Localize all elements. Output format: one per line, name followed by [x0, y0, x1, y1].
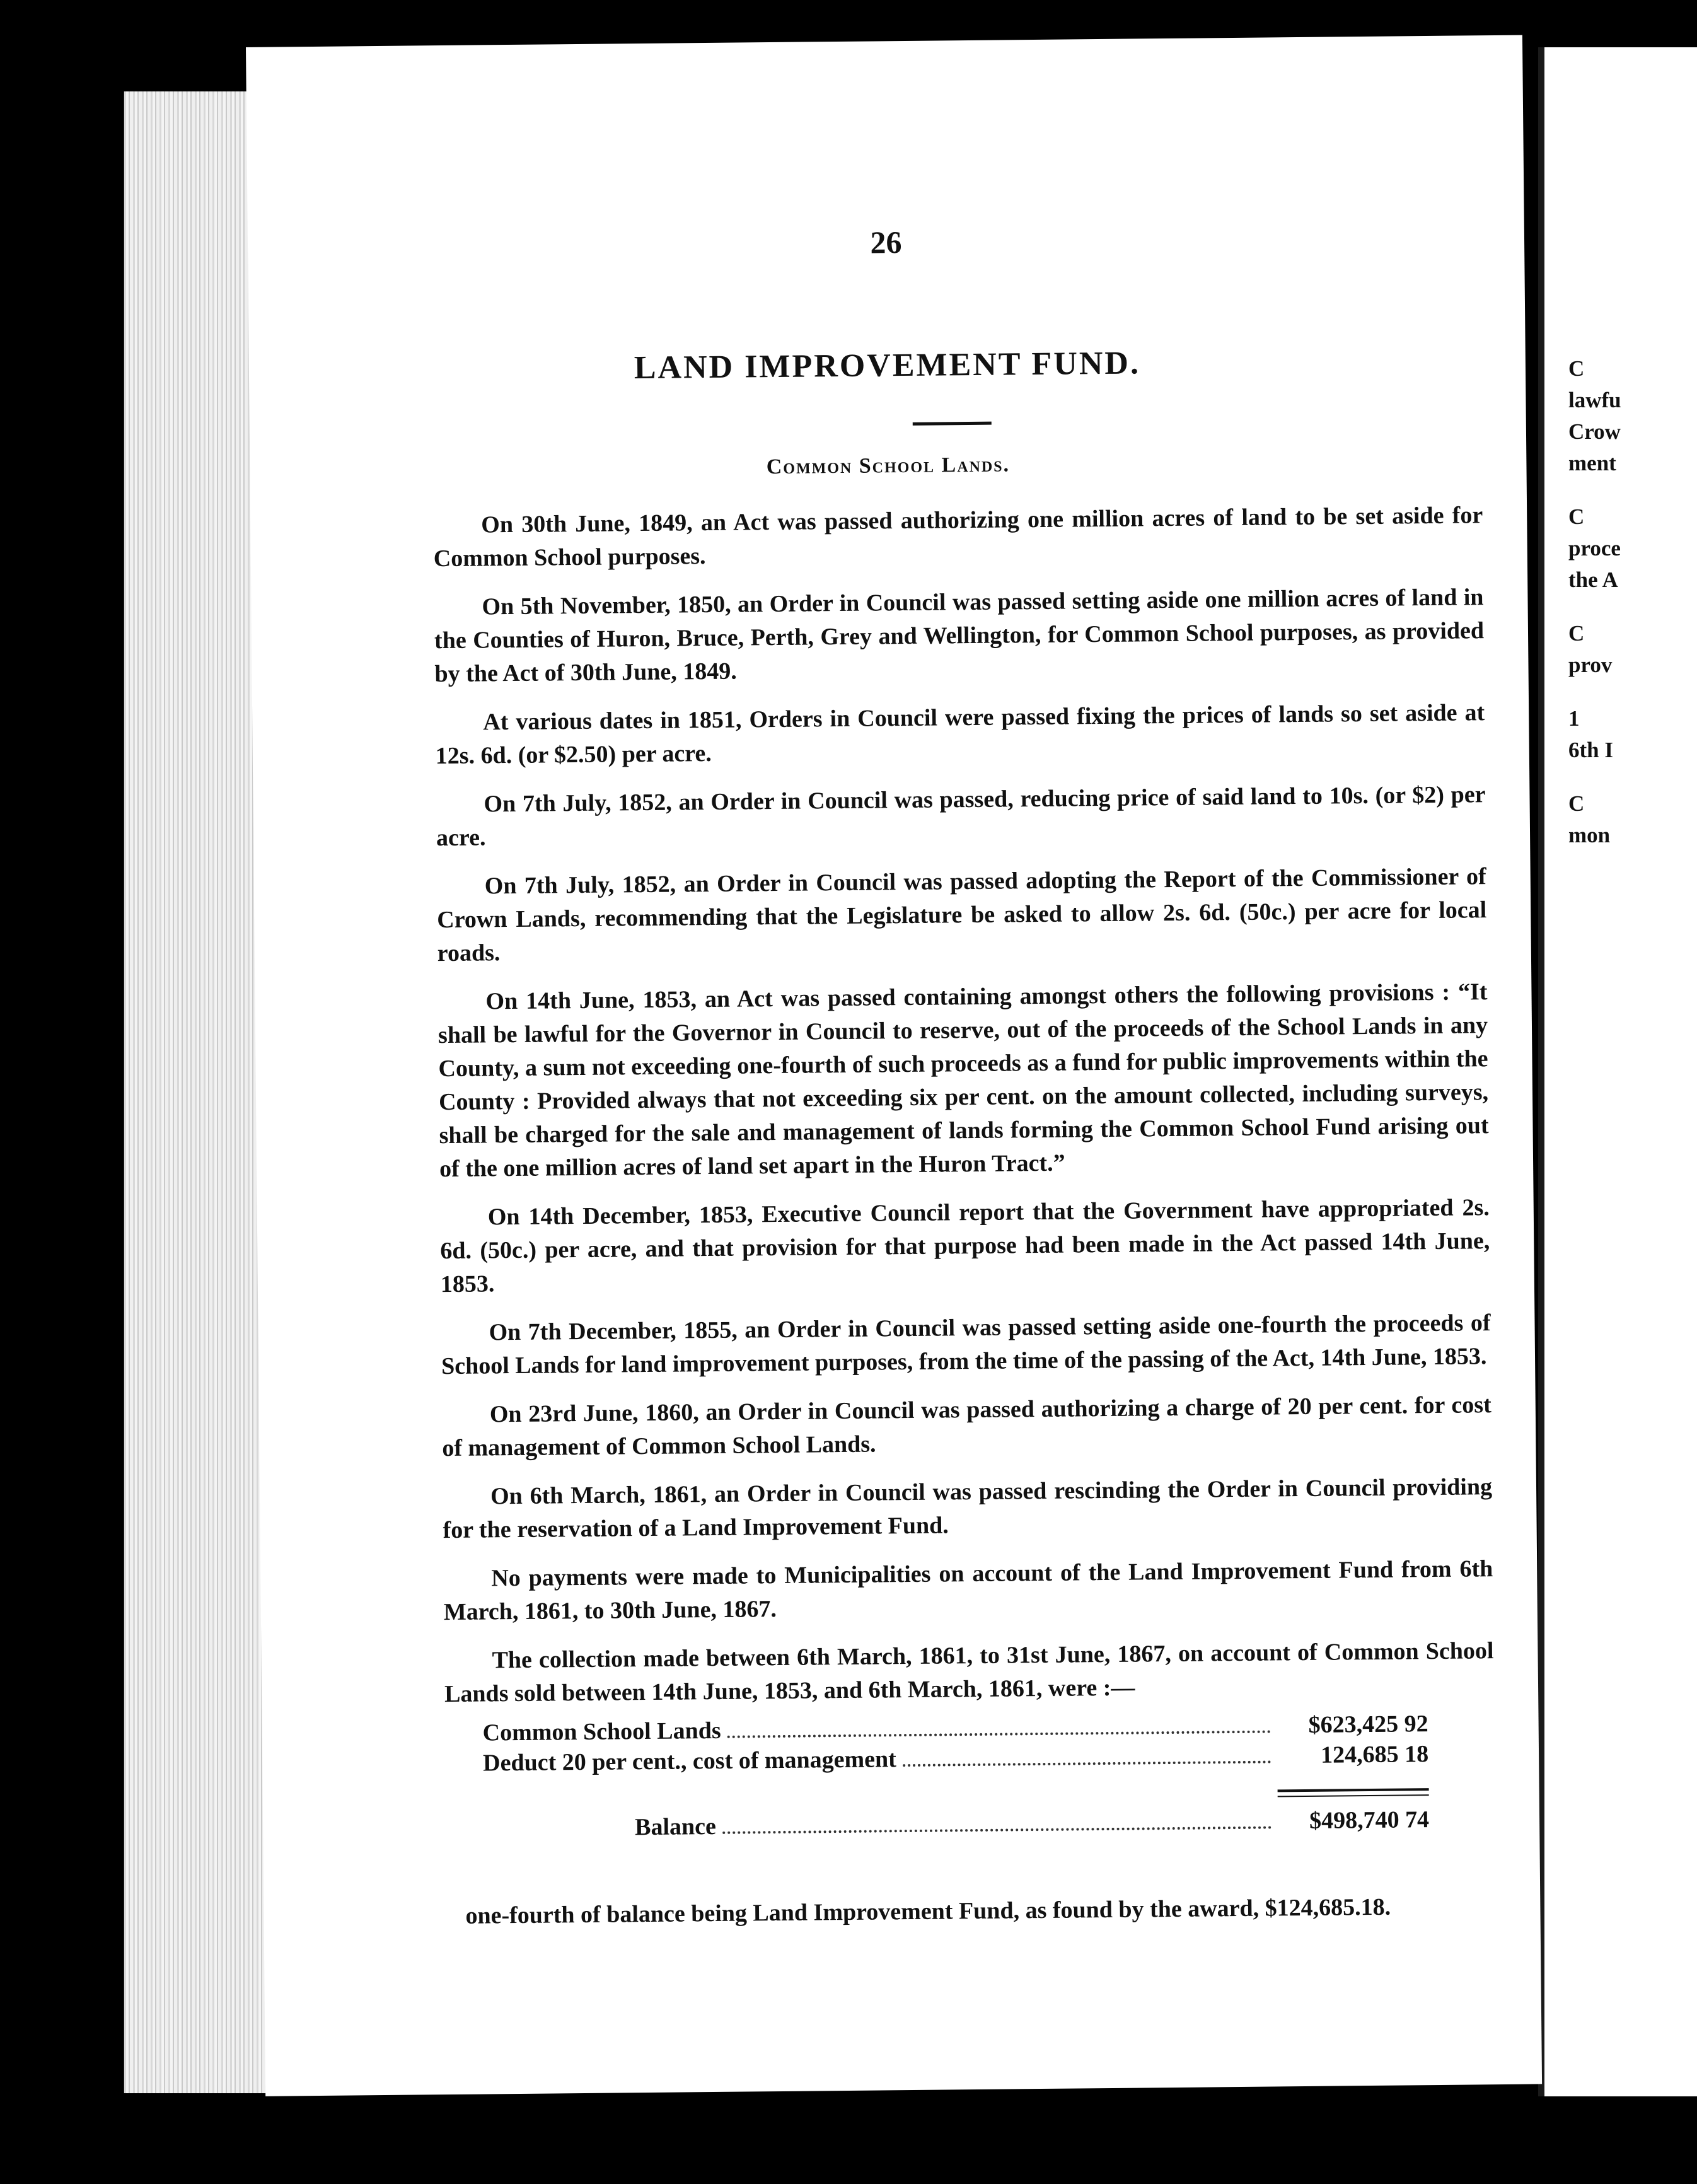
facing-page-fragment: C — [1568, 621, 1585, 646]
page-stack-edges — [123, 91, 269, 2093]
paragraph: On 23rd June, 1860, an Order in Council was passed authorizing a charge of 20 per cent. for cost of management of Common School Lands. — [442, 1391, 1491, 1462]
ledger-amount: $623,425 92 — [1308, 1711, 1428, 1738]
section-subtitle: Common School Lands. — [766, 453, 1011, 479]
paragraph: On 14th December, 1853, Executive Council report that the Government have appropriated 2s. 6d. (50c.) per acre, and that provision for that purpose had been made in the Act passed 14th June, 1853. — [440, 1194, 1490, 1298]
ledger-table — [482, 1710, 1429, 1845]
paragraph: On 5th November, 1850, an Order in Council was passed setting aside one million acres of land in the Counties of Huron, Bruce, Perth, Grey and Wellington, for Common School purposes, as provided by the Act of 30th June, 1849. — [434, 584, 1485, 688]
facing-page — [1538, 47, 1697, 2096]
facing-page-fragment: prov — [1568, 653, 1613, 677]
paragraph: On 30th June, 1849, an Act was passed authorizing one million acres of land to be set aside for Common School purposes. — [433, 502, 1483, 572]
closing-statement: one-fourth of balance being Land Improvement Fund, as found by the award, $124,685.18. — [465, 1893, 1391, 1929]
sum-rule — [1278, 1788, 1429, 1797]
page-title: LAND IMPROVEMENT FUND. — [634, 345, 1141, 386]
leader-dots — [727, 1731, 1271, 1738]
ledger-label: Common School Lands — [482, 1717, 721, 1746]
paragraph: At various dates in 1851, Orders in Council were passed fixing the prices of lands so set aside at 12s. 6d. (or $2.50) per acre. — [435, 699, 1485, 770]
paragraph: No payments were made to Municipalities on account of the Land Improvement Fund from 6th March, 1861, to 30th June, 1867. — [443, 1555, 1493, 1626]
ledger-balance-row — [484, 1806, 1429, 1845]
facing-page-fragment: 1 — [1568, 706, 1580, 731]
paragraph: On 7th July, 1852, an Order in Council was passed, reducing price of said land to 10s. (or $2) per acre. — [436, 781, 1486, 852]
facing-page-fragment: ment — [1568, 451, 1616, 475]
facing-page-fragment: 6th I — [1568, 738, 1613, 762]
facing-page-fragment: mon — [1568, 823, 1611, 847]
facing-page-fragment: the A — [1568, 567, 1618, 592]
facing-page-fragment: lawfu — [1568, 388, 1621, 412]
paragraph: On 7th July, 1852, an Order in Council was passed adopting the Report of the Commissioner of Crown Lands, recommending that the Legislature be asked to allow 2s. 6d. (50c.) per acre for local roads. — [437, 863, 1487, 967]
ledger-label: Deduct 20 per cent., cost of management — [482, 1746, 897, 1777]
body-text — [433, 499, 1494, 1726]
paragraph: The collection made between 6th March, 1861, to 31st June, 1867, on account of Common School Lands sold between 14th June, 1853, and 6th March, 1861, were :— — [444, 1637, 1494, 1708]
facing-page-fragment: C — [1568, 791, 1585, 816]
leader-dots — [903, 1761, 1271, 1767]
facing-page-fragment: C — [1568, 504, 1585, 529]
paragraph: On 7th December, 1855, an Order in Council was passed setting aside one-fourth the proceeds of School Lands for land improvement purposes, from the time of the passing of the Act, 14th June, 1853. — [441, 1310, 1491, 1380]
balance-amount: $498,740 74 — [1309, 1806, 1430, 1834]
balance-label: Balance — [634, 1813, 717, 1841]
page-number: 26 — [870, 224, 902, 260]
paragraph: On 14th June, 1853, an Act was passed containing amongst others the following provisions : “It shall be lawful for the Governor in Council to reserve, out of the proceeds of the School Lands in any County, a sum not exceeding one-fourth of such proceeds as a fund for public improvements within the County : Provided always that not exceeding six per cent. on the amount collected, including surveys, shall be charged for the sale and management of lands forming the Common School Fund arising out of the one million acres of land set apart in the Huron Tract.” — [437, 979, 1489, 1183]
leader-dots — [722, 1827, 1271, 1834]
paragraph: On 6th March, 1861, an Order in Council was passed rescinding the Order in Council providing for the reservation of a Land Improvement Fund. — [443, 1473, 1493, 1544]
document-page — [246, 35, 1542, 2096]
facing-page-fragment: proce — [1568, 536, 1621, 561]
facing-page-fragment: C — [1568, 356, 1585, 381]
facing-page-fragment: Crow — [1568, 419, 1621, 444]
ledger-amount: 124,685 18 — [1320, 1741, 1429, 1769]
title-divider — [913, 422, 992, 426]
